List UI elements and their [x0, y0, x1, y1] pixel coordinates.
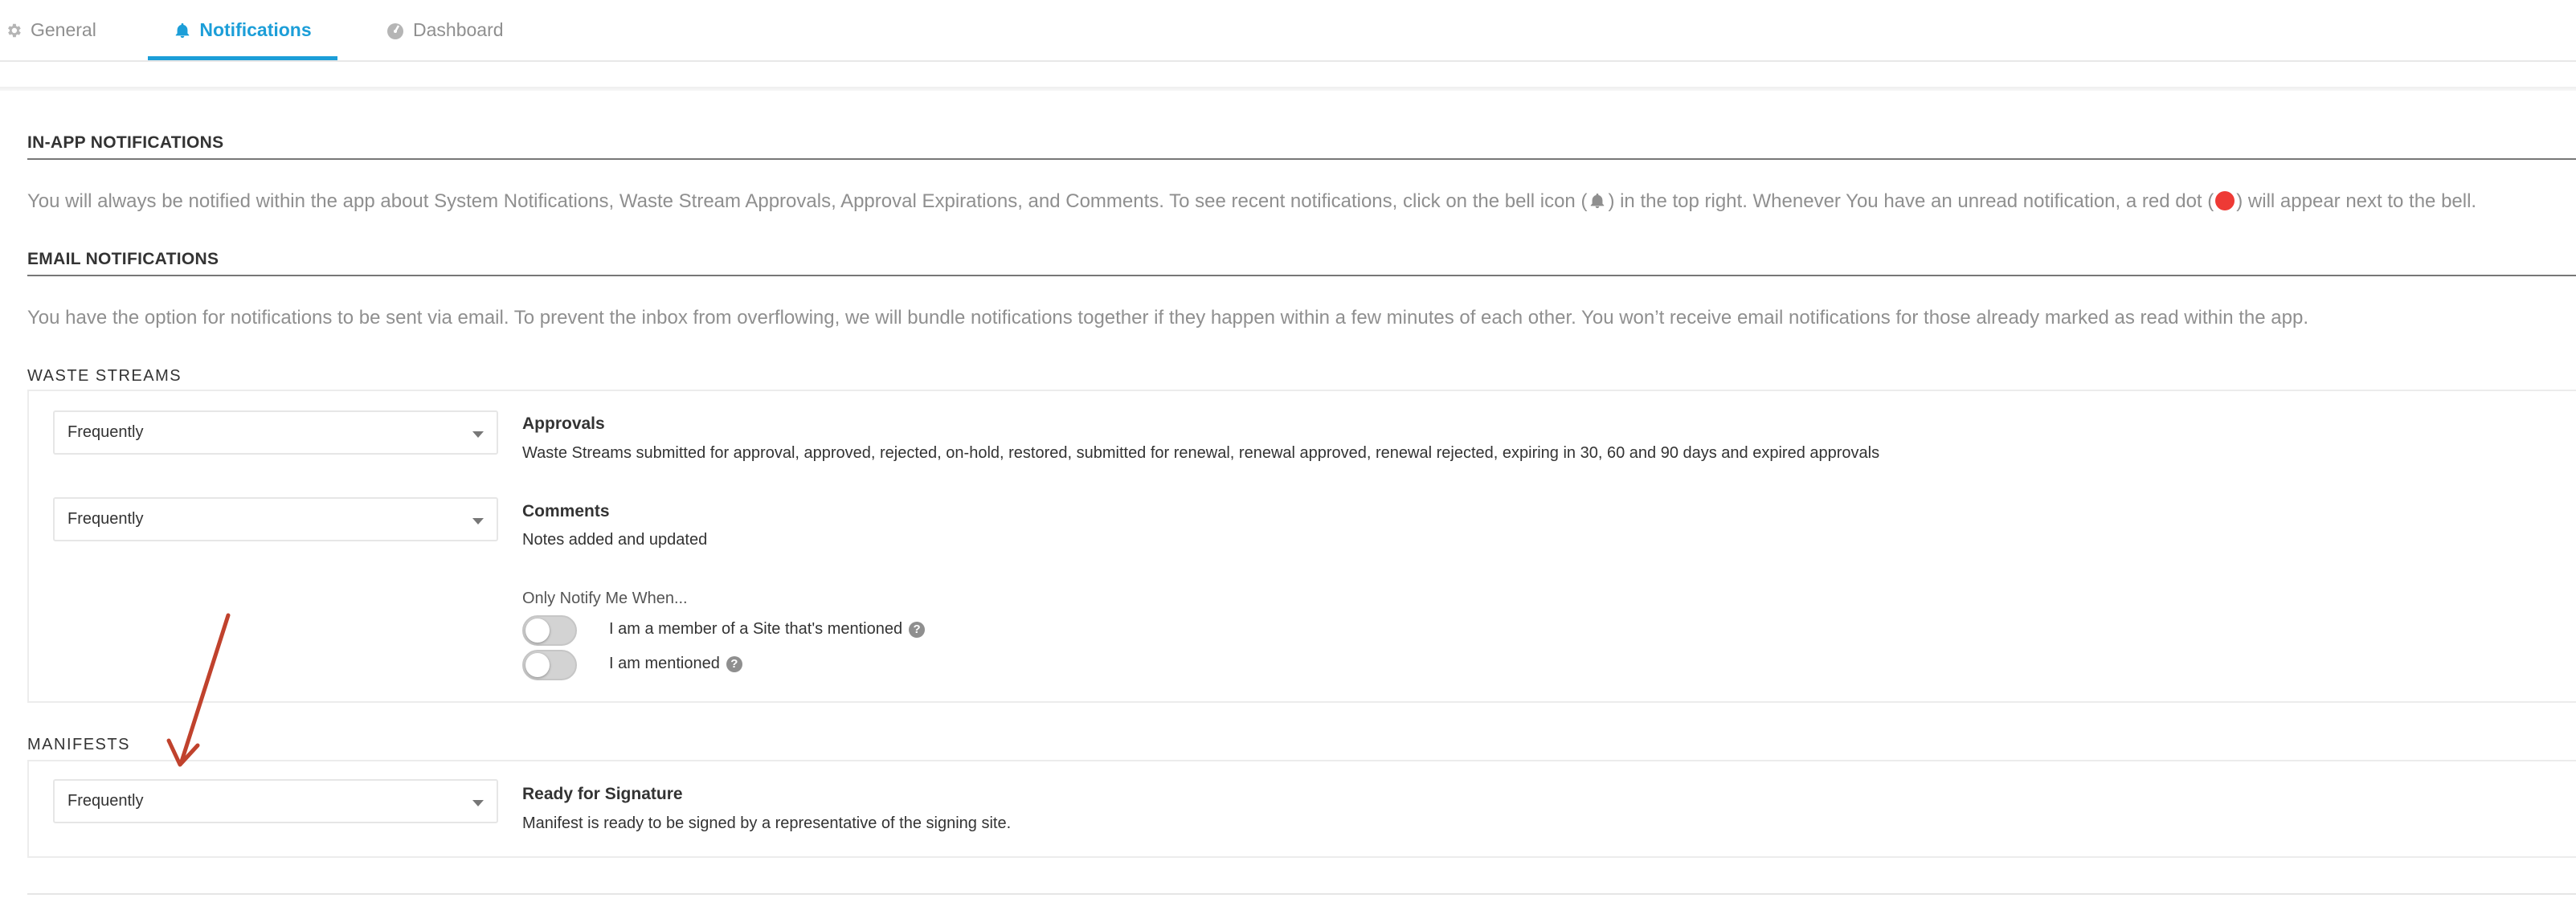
bell-icon [1589, 192, 1606, 215]
email-notifications-heading: EMAIL NOTIFICATIONS [27, 250, 219, 268]
comments-description: Notes added and updated [522, 531, 708, 549]
caret-down-icon [472, 431, 484, 438]
tab-dashboard-label: Dashboard [413, 19, 504, 40]
ready-for-signature-title: Ready for Signature [522, 785, 683, 803]
in-app-text-1: You will always be notified within the app about System Notifications, Waste Stream Approvals, Approval Expirations, and Comments. To see recent notifications, click on the bell icon ( [27, 190, 1588, 212]
tab-general-label: General [31, 19, 96, 40]
tab-notifications[interactable] [148, 0, 337, 60]
member-site-mentioned-label: I am a member of a Site that's mentioned [609, 620, 903, 638]
only-notify-label: Only Notify Me When... [522, 590, 688, 607]
member-site-mentioned-option [609, 620, 925, 639]
toggle-knob [525, 653, 550, 677]
tab-general[interactable] [5, 0, 101, 60]
member-site-mentioned-toggle[interactable] [522, 615, 577, 646]
in-app-text-2: ) in the top right. Whenever You have an unread notification, a red dot ( [1608, 190, 2214, 212]
manifests-heading: MANIFESTS [27, 736, 130, 753]
top-separator [0, 87, 2576, 91]
toggle-knob [525, 618, 550, 643]
tab-bar [0, 0, 2576, 62]
bottom-separator [27, 893, 2576, 895]
mentioned-toggle[interactable] [522, 650, 577, 680]
tab-dashboard[interactable] [386, 0, 514, 60]
dashboard-icon [386, 21, 405, 40]
gear-icon [5, 22, 22, 39]
comments-frequency-value: Frequently [67, 510, 144, 528]
bell-icon [174, 22, 191, 39]
email-heading-rule [27, 275, 2576, 276]
mentioned-label: I am mentioned [609, 655, 720, 672]
red-dot-icon [2215, 191, 2235, 210]
in-app-description [27, 190, 2476, 215]
help-icon[interactable]: ? [726, 656, 742, 672]
approvals-frequency-value: Frequently [67, 423, 144, 441]
mentioned-option [609, 655, 742, 673]
comments-title: Comments [522, 502, 610, 520]
annotation-arrow [161, 604, 249, 773]
help-icon[interactable]: ? [909, 622, 925, 638]
ready-for-signature-description: Manifest is ready to be signed by a representative of the signing site. [522, 814, 1012, 832]
approvals-frequency-select[interactable] [53, 410, 498, 455]
in-app-heading-rule [27, 158, 2576, 160]
caret-down-icon [472, 518, 484, 525]
approvals-description: Waste Streams submitted for approval, approved, rejected, on-hold, restored, submitted for renewal, renewal approved, renewal rejected, expiring in 30, 60 and 90 days and expired approvals [522, 444, 1880, 462]
waste-streams-heading: WASTE STREAMS [27, 367, 182, 385]
caret-down-icon [472, 800, 484, 806]
ready-for-signature-frequency-select[interactable] [53, 779, 498, 823]
email-description: You have the option for notifications to be sent via email. To prevent the inbox from overflowing, we will bundle notifications together if they happen within a few minutes of each other. You won’t receive email notifications for those already marked as read within the app. [27, 307, 2308, 329]
approvals-title: Approvals [522, 414, 605, 433]
comments-frequency-select[interactable] [53, 497, 498, 541]
in-app-text-3: ) will appear next to the bell. [2236, 190, 2477, 212]
tab-notifications-label: Notifications [199, 19, 312, 40]
ready-for-signature-frequency-value: Frequently [67, 792, 144, 810]
in-app-notifications-heading: IN-APP NOTIFICATIONS [27, 133, 224, 152]
